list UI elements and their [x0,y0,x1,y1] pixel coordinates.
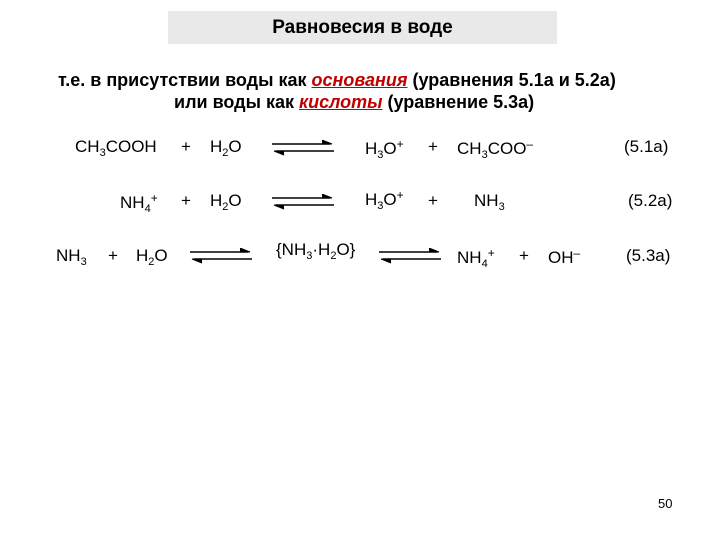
eq1-equilibrium-arrow [270,140,336,156]
eq2-plus-1: + [181,191,191,210]
eq1-plus-1: + [181,137,191,156]
eq3-reactant-water: $H_2O$ [136,246,168,268]
eq3-label: (5.3а) [626,246,671,265]
eq3-plus-1: + [108,246,118,265]
intro-line-1-prefix: т.е. в присутствии воды как [58,70,312,90]
eq3-plus-2: + [519,246,529,265]
eq3-reactant-ammonia: $NH_3$ [56,246,87,268]
intro-line-1 [58,69,616,91]
eq2-product-hydronium: $H_3O^+$ [365,188,404,212]
eq2-plus-2: + [428,191,438,210]
eq2-label: (5.2а) [628,191,673,210]
intro-highlight-base: основания [311,70,408,90]
eq2-reactant-ammonium: $NH_4^+$ [120,191,158,215]
eq3-equilibrium-arrow-1 [188,248,254,264]
eq1-product-hydronium: $H_3O^+$ [365,137,404,161]
intro-line-1-suffix: (уравнения 5.1а и 5.2а) [407,70,616,90]
eq2-reactant-water: $H_2O$ [210,191,242,213]
slide-title: Равновесия в воде [168,11,557,44]
eq1-product-acetate: $CH_3COO^-$ [457,137,534,161]
intro-line-2-prefix: или воды как [174,92,299,112]
eq1-reactant-water: $H_2O$ [210,137,242,159]
eq3-equilibrium-arrow-2 [377,248,443,264]
eq1-reactant-acetic-acid: $CH_3COOH$ [75,137,157,159]
eq3-product-ammonium: $NH_4^+$ [457,246,495,270]
intro-line-2-suffix: (уравнение 5.3а) [382,92,535,112]
eq2-product-ammonia: $NH_3$ [474,191,505,213]
eq1-label: (5.1а) [624,137,669,156]
intro-line-2 [174,91,534,113]
eq1-plus-2: + [428,137,438,156]
eq3-product-hydroxide: OH– [548,246,581,267]
eq2-equilibrium-arrow [270,194,336,210]
intro-highlight-acid: кислоты [298,92,383,112]
eq3-intermediate-hydrate: $\{NH_3\cdot H_2O\}$ [276,240,356,262]
page-number: 50 [658,496,673,511]
